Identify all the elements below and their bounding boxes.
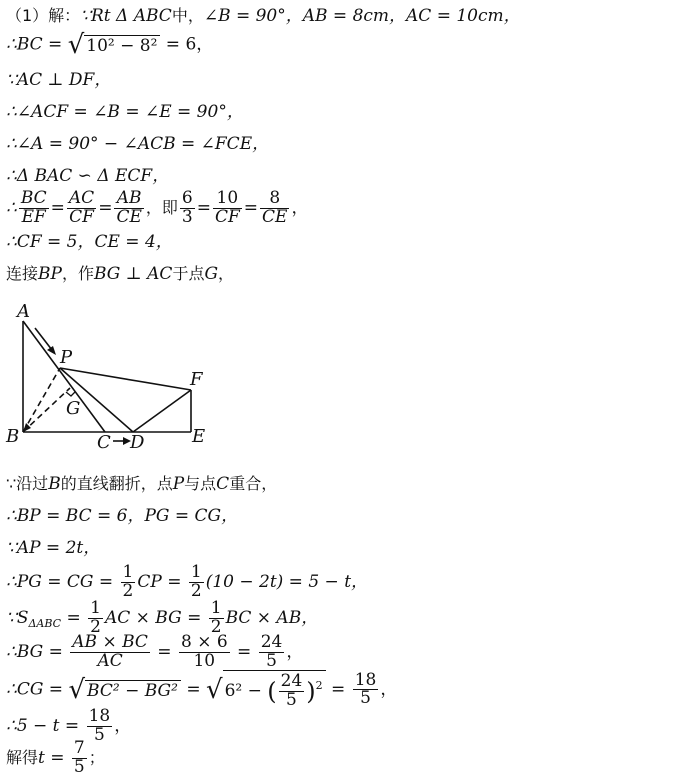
arrow-b-head (23, 423, 31, 432)
line-1 (6, 8, 521, 25)
frac-24-5-b: $\frac{24}{5}$ (280, 671, 303, 710)
sqrt-expression: √ 10² − 8² (68, 32, 161, 58)
line-7: ∴ $\frac{BC}{EF}$ = $\frac{AC}{CF}$ = $\frac{AB}{CE}$ ，即 $\frac{6}{3}$ = $\frac{10}{CF}$ = $\frac{8}{CE}$ ， (6, 188, 309, 227)
label-e: E (192, 426, 206, 447)
line-18: 解得t = $\frac{7}{5}$ ； (6, 738, 105, 777)
sqrt-6-frac: √ 6² − ( $\frac{24}{5}$ )$^2$ (206, 670, 326, 710)
sqrt-body: 10² − 8² (84, 35, 160, 55)
line-8: ∴CF = 5，CE = 4， (6, 232, 173, 252)
part-label: （1）解： (6, 6, 81, 25)
sqrt-bc-bg: √ BC² − BG² (68, 677, 180, 703)
frac-bc-ef: $\frac{BC}{EF}$ (20, 188, 47, 227)
line-5: ∴∠A = 90° − ∠ACB = ∠FCE， (6, 134, 270, 154)
frac-7-5: $\frac{7}{5}$ (73, 738, 85, 777)
label-f: F (190, 369, 203, 390)
segment-ac (23, 321, 105, 432)
line-2 (6, 32, 213, 58)
label-b: B (6, 426, 20, 447)
segment-bp-dashed (23, 368, 60, 432)
line-4: ∴∠ACF = ∠B = ∠E = 90°， (6, 102, 244, 122)
arrow-ap-head (47, 346, 56, 355)
line-10: ∵沿过B的直线翻折，点P与点C重合， (6, 474, 278, 494)
frac-half-3: $\frac{1}{2}$ (90, 598, 101, 637)
line-17: ∴5 − t = $\frac{18}{5}$ ， (6, 706, 132, 745)
given-triangle: ∵Rt Δ ABC (80, 6, 172, 26)
frac-ab-ce: $\frac{AB}{CE}$ (116, 188, 142, 227)
line-9: 连接BP，作BG ⊥ AC于点G， (6, 264, 235, 284)
segment-df (133, 390, 191, 432)
right-angle-mark (66, 392, 75, 396)
frac-8-ce: $\frac{8}{CE}$ (262, 188, 288, 227)
line-14: $\because S_{\Delta ABC}$ = $\frac{1}{2}$ AC × BG = $\frac{1}{2}$ BC × AB， (6, 598, 319, 637)
line-6: ∴Δ BAC ∽ Δ ECF， (6, 166, 170, 186)
label-a: A (17, 301, 30, 322)
line-13: ∴PG = CG = $\frac{1}{2}$ CP = $\frac{1}{2}$ (10 − 2t) = 5 − t， (6, 562, 369, 601)
line-15: ∴BG = $\frac{AB \times BC}{AC}$ = $\frac{8 \times 6}{10}$ = $\frac{24}{5}$ ， (6, 632, 304, 671)
given-values: ∠B = 90°，AB = 8cm，AC = 10cm， (203, 6, 521, 26)
frac-18-5: $\frac{18}{5}$ (354, 669, 377, 709)
label-d: D (130, 432, 145, 453)
frac-6-3: $\frac{6}{3}$ (181, 188, 193, 227)
label-p: P (60, 347, 73, 368)
text-zhong: 中， (171, 6, 204, 25)
frac-48-10: $\frac{8 \times 6}{10}$ (180, 632, 228, 671)
frac-10-cf: $\frac{10}{CF}$ (214, 188, 240, 227)
frac-ac-cf: $\frac{AC}{CF}$ (68, 188, 95, 227)
frac-24-5: $\frac{24}{5}$ (260, 632, 283, 671)
line-12: ∵AP = 2t， (6, 538, 101, 558)
line-3: ∵AC ⊥ DF， (6, 70, 112, 90)
line-16: ∴CG = √ BC² − BG² = √ 6² − ( $\frac{24}{5}$ )$^2$ = $\frac{18}{5}$ ， (6, 669, 398, 710)
bc-eq: ∴BC = (6, 34, 68, 55)
segment-pf (60, 368, 191, 390)
text-ji: ，即 (145, 197, 178, 217)
label-g: G (66, 398, 81, 419)
label-c: C (97, 432, 111, 453)
frac-half-2: $\frac{1}{2}$ (190, 562, 202, 601)
line-11: ∴BP = BC = 6，PG = CG， (6, 506, 239, 526)
arrow-ap (35, 328, 52, 350)
frac-18-5-b: $\frac{18}{5}$ (88, 706, 111, 745)
frac-abbc-ac: $\frac{AB \times BC}{AC}$ (72, 632, 148, 671)
bc-value: = 6， (160, 34, 214, 55)
segment-bg-dashed (23, 388, 70, 432)
frac-half-1: $\frac{1}{2}$ (122, 562, 134, 601)
geometry-figure (0, 300, 230, 460)
frac-half-4: $\frac{1}{2}$ (210, 598, 222, 637)
